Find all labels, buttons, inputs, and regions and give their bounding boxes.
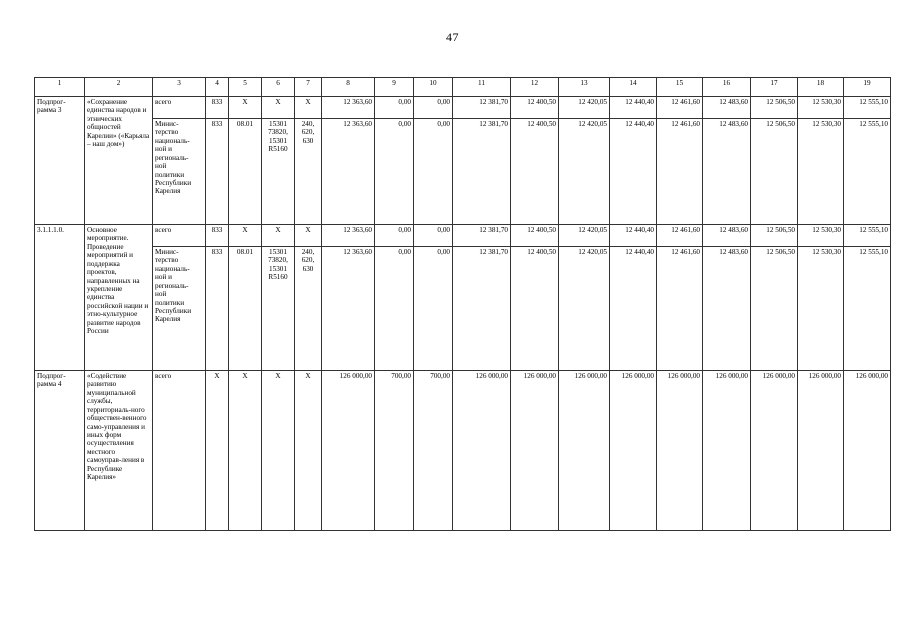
- header-cell: 16: [703, 78, 751, 97]
- amount-cell: 12 400,50: [511, 247, 559, 371]
- header-cell: 15: [657, 78, 703, 97]
- amount-cell: 700,00: [414, 371, 453, 531]
- executor-cell: всего: [153, 225, 206, 247]
- amount-cell: 126 000,00: [610, 371, 657, 531]
- budget-table: [34, 77, 891, 531]
- amount-cell: 12 483,60: [703, 97, 751, 119]
- expense-type-cell: Х: [295, 225, 322, 247]
- header-cell: 13: [559, 78, 610, 97]
- amount-cell: 126 000,00: [798, 371, 844, 531]
- program-name-cell: Основное мероприятие. Проведение мероприятий и поддержка проектов, направленных на укрепление единства российской нации и этно-культурное развитие народов России: [85, 225, 153, 371]
- amount-cell: 12 530,30: [798, 119, 844, 225]
- header-cell: 2: [85, 78, 153, 97]
- ministry-code-cell: Х: [206, 371, 229, 531]
- expense-type-cell: Х: [295, 97, 322, 119]
- executor-cell: Минис- терство националь- ной и региональ- ной политики Республики Карелия: [153, 119, 206, 225]
- header-cell: 12: [511, 78, 559, 97]
- amount-cell: 12 555,10: [844, 247, 891, 371]
- header-cell: 8: [322, 78, 375, 97]
- header-cell: 19: [844, 78, 891, 97]
- amount-cell: 12 530,30: [798, 225, 844, 247]
- header-cell: 4: [206, 78, 229, 97]
- amount-cell: 12 400,50: [511, 119, 559, 225]
- amount-cell: 12 530,30: [798, 97, 844, 119]
- amount-cell: 12 381,70: [453, 225, 511, 247]
- amount-cell: 126 000,00: [453, 371, 511, 531]
- amount-cell: 12 440,40: [610, 119, 657, 225]
- header-cell: 6: [262, 78, 295, 97]
- header-cell: 3: [153, 78, 206, 97]
- header-cell: 18: [798, 78, 844, 97]
- expense-type-cell: Х: [295, 371, 322, 531]
- page-number: 47: [446, 30, 459, 44]
- amount-cell: 12 363,60: [322, 247, 375, 371]
- ministry-code-cell: 833: [206, 247, 229, 371]
- executor-cell: Минис- терство националь- ной и региональ- ной политики Республики Карелия: [153, 247, 206, 371]
- section-code-cell: Х: [229, 225, 262, 247]
- header-cell: 5: [229, 78, 262, 97]
- header-cell: 7: [295, 78, 322, 97]
- header-cell: 11: [453, 78, 511, 97]
- amount-cell: 126 000,00: [844, 371, 891, 531]
- amount-cell: 12 483,60: [703, 225, 751, 247]
- amount-cell: 126 000,00: [511, 371, 559, 531]
- program-code-cell: 3.1.1.1.0.: [35, 225, 85, 371]
- section-code-cell: Х: [229, 371, 262, 531]
- amount-cell: 126 000,00: [559, 371, 610, 531]
- amount-cell: 12 506,50: [751, 247, 798, 371]
- program-name-cell: «Сохранение единства народов и этнических общностей Карелии» («Карьяла – наш дом»): [85, 97, 153, 225]
- amount-cell: 12 461,60: [657, 225, 703, 247]
- amount-cell: 700,00: [375, 371, 414, 531]
- amount-cell: 12 461,60: [657, 97, 703, 119]
- amount-cell: 12 506,50: [751, 119, 798, 225]
- executor-cell: всего: [153, 371, 206, 531]
- target-code-cell: Х: [262, 371, 295, 531]
- amount-cell: 126 000,00: [751, 371, 798, 531]
- amount-cell: 12 440,40: [610, 225, 657, 247]
- amount-cell: 12 363,60: [322, 97, 375, 119]
- section-code-cell: 08.01: [229, 247, 262, 371]
- program-code-cell: Подпрог- рамма 4: [35, 371, 85, 531]
- ministry-code-cell: 833: [206, 97, 229, 119]
- ministry-code-cell: 833: [206, 119, 229, 225]
- amount-cell: 12 363,60: [322, 225, 375, 247]
- amount-cell: 12 363,60: [322, 119, 375, 225]
- amount-cell: 12 530,30: [798, 247, 844, 371]
- amount-cell: 12 420,05: [559, 247, 610, 371]
- amount-cell: 12 483,60: [703, 119, 751, 225]
- table-row: [35, 371, 891, 531]
- amount-cell: 0,00: [414, 225, 453, 247]
- header-row: [35, 78, 891, 97]
- ministry-code-cell: 833: [206, 225, 229, 247]
- amount-cell: 12 506,50: [751, 97, 798, 119]
- amount-cell: 12 506,50: [751, 225, 798, 247]
- target-code-cell: 15301 73820, 15301 R5160: [262, 247, 295, 371]
- section-code-cell: Х: [229, 97, 262, 119]
- program-name-cell: «Содействие развитию муниципальной службы, территориаль-ного обществен-венного само-управления и иных форм осуществления местного самоуправ-ления в Республике Карелия»: [85, 371, 153, 531]
- header-cell: 10: [414, 78, 453, 97]
- amount-cell: 12 400,50: [511, 97, 559, 119]
- table-row: [35, 97, 891, 119]
- amount-cell: 12 420,05: [559, 119, 610, 225]
- amount-cell: 12 381,70: [453, 97, 511, 119]
- target-code-cell: Х: [262, 225, 295, 247]
- amount-cell: 12 381,70: [453, 119, 511, 225]
- target-code-cell: 15301 73820, 15301 R5160: [262, 119, 295, 225]
- amount-cell: 0,00: [414, 247, 453, 371]
- executor-cell: всего: [153, 97, 206, 119]
- amount-cell: 12 483,60: [703, 247, 751, 371]
- table-row: [35, 247, 891, 371]
- amount-cell: 12 440,40: [610, 97, 657, 119]
- header-cell: 17: [751, 78, 798, 97]
- amount-cell: 12 555,10: [844, 119, 891, 225]
- amount-cell: 126 000,00: [657, 371, 703, 531]
- amount-cell: 12 440,40: [610, 247, 657, 371]
- amount-cell: 12 400,50: [511, 225, 559, 247]
- amount-cell: 12 461,60: [657, 119, 703, 225]
- amount-cell: 12 461,60: [657, 247, 703, 371]
- target-code-cell: Х: [262, 97, 295, 119]
- header-cell: 1: [35, 78, 85, 97]
- expense-type-cell: 240, 620, 630: [295, 119, 322, 225]
- table-row: [35, 119, 891, 225]
- amount-cell: 12 555,10: [844, 97, 891, 119]
- amount-cell: 0,00: [375, 247, 414, 371]
- expense-type-cell: 240, 620, 630: [295, 247, 322, 371]
- header-cell: 9: [375, 78, 414, 97]
- amount-cell: 126 000,00: [322, 371, 375, 531]
- amount-cell: 12 555,10: [844, 225, 891, 247]
- amount-cell: 12 420,05: [559, 97, 610, 119]
- amount-cell: 0,00: [375, 119, 414, 225]
- amount-cell: 0,00: [375, 97, 414, 119]
- amount-cell: 0,00: [414, 119, 453, 225]
- amount-cell: 12 420,05: [559, 225, 610, 247]
- amount-cell: 126 000,00: [703, 371, 751, 531]
- section-code-cell: 08.01: [229, 119, 262, 225]
- amount-cell: 12 381,70: [453, 247, 511, 371]
- program-code-cell: Подпрог- рамма 3: [35, 97, 85, 225]
- table-row: [35, 225, 891, 247]
- amount-cell: 0,00: [375, 225, 414, 247]
- amount-cell: 0,00: [414, 97, 453, 119]
- header-cell: 14: [610, 78, 657, 97]
